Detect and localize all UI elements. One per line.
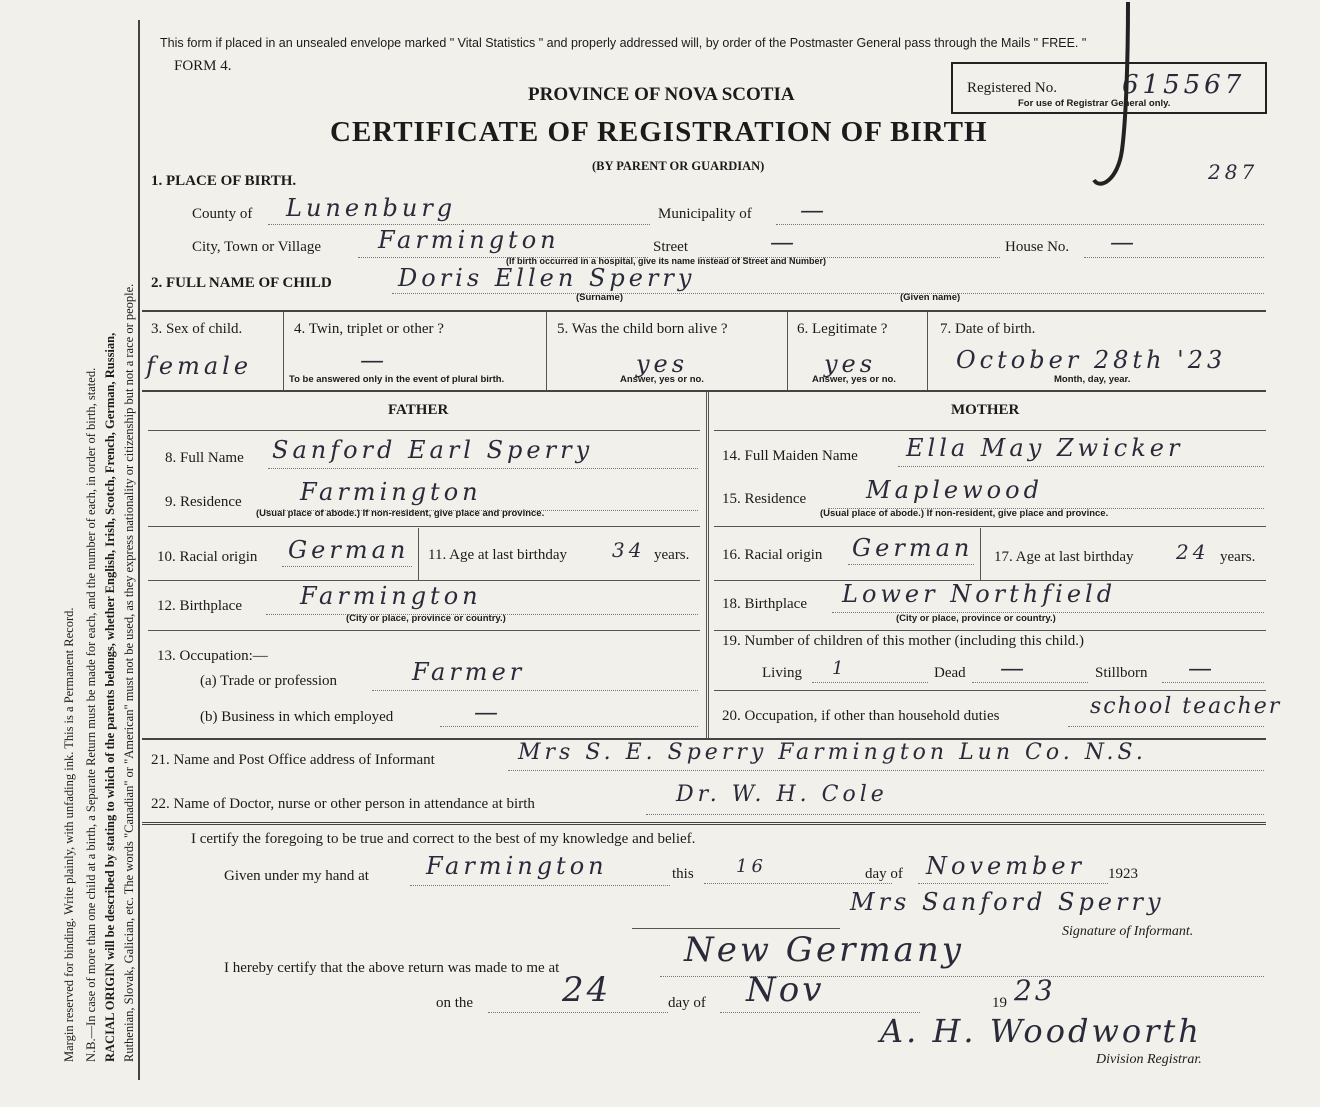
street-label: Street bbox=[653, 239, 688, 255]
page-subtitle: (BY PARENT OR GUARDIAN) bbox=[592, 159, 765, 173]
dead-label: Dead bbox=[934, 665, 966, 681]
sex-value: female bbox=[146, 352, 253, 380]
twin-value: — bbox=[360, 346, 388, 374]
hospital-note: (If birth occurred in a hospital, give its name instead of Street and Number) bbox=[506, 256, 827, 266]
registrar-day-value: 24 bbox=[562, 970, 612, 1010]
mother-birthplace-label: 18. Birthplace bbox=[722, 596, 807, 612]
margin-divider bbox=[138, 20, 140, 1080]
father-age-value: 34 bbox=[612, 538, 646, 562]
father-trade-value: Farmer bbox=[412, 658, 526, 686]
margin-nb-note: N.B.—In case of more than one child at a birth, a Separate Return must be made for each, and the number of each, in order of birth, stated. bbox=[84, 367, 98, 1062]
father-name-label: 8. Full Name bbox=[165, 450, 244, 466]
twin-note: To be answered only in the event of plural birth. bbox=[289, 374, 505, 385]
father-heading: FATHER bbox=[388, 402, 449, 418]
mother-heading: MOTHER bbox=[951, 402, 1020, 418]
stillborn-label: Stillborn bbox=[1095, 665, 1148, 681]
father-birthplace-note: (City or place, province or country.) bbox=[346, 613, 506, 624]
surname-note: (Surname) bbox=[576, 292, 623, 303]
margin-racial-note-cont: Ruthenian, Slovak, Galician, etc. The words "Canadian" or "American" must not be used, as they express nationality or citizenship but not a race or people. bbox=[122, 283, 136, 1062]
mother-age-years: years. bbox=[1220, 549, 1256, 565]
informant-signature-label: Signature of Informant. bbox=[1062, 924, 1194, 939]
dob-label: 7. Date of birth. bbox=[940, 321, 1036, 337]
province-heading: PROVINCE OF NOVA SCOTIA bbox=[528, 84, 795, 105]
registered-number: 615567 bbox=[1122, 70, 1246, 100]
house-number-value: — bbox=[1110, 228, 1138, 256]
registrar-year-suffix: 23 bbox=[1014, 974, 1056, 1007]
legitimate-note: Answer, yes or no. bbox=[812, 374, 896, 385]
certification-statement: I certify the foregoing to be true and correct to the best of my knowledge and belief. bbox=[191, 831, 696, 847]
legitimate-label: 6. Legitimate ? bbox=[797, 321, 888, 337]
page-title: CERTIFICATE OF REGISTRATION OF BIRTH bbox=[330, 116, 988, 148]
margin-racial-note: RACIAL ORIGIN will be described by stating to which of the parents belongs, whether English, Irish, Scotch, French, German, Russian, bbox=[103, 332, 117, 1062]
stillborn-value: — bbox=[1188, 654, 1216, 682]
father-business-label: (b) Business in which employed bbox=[200, 709, 394, 725]
twin-label: 4. Twin, triplet or other ? bbox=[294, 321, 444, 337]
registrar-day-of-label: day of bbox=[668, 995, 706, 1011]
place-of-birth-heading: 1. PLACE OF BIRTH. bbox=[151, 173, 297, 189]
house-number-label: House No. bbox=[1005, 239, 1070, 255]
county-value: Lunenburg bbox=[286, 194, 457, 222]
father-birthplace-label: 12. Birthplace bbox=[157, 598, 242, 614]
municipality-value: — bbox=[800, 196, 828, 224]
form-number: FORM 4. bbox=[174, 58, 232, 74]
father-age-label: 11. Age at last birthday bbox=[428, 547, 567, 563]
dead-value: — bbox=[1000, 654, 1028, 682]
sex-label: 3. Sex of child. bbox=[151, 321, 243, 337]
father-business-value: — bbox=[474, 698, 502, 726]
father-racial-value: German bbox=[288, 536, 410, 564]
mother-racial-label: 16. Racial origin bbox=[722, 547, 823, 563]
living-value: 1 bbox=[832, 658, 848, 679]
born-alive-value: yes bbox=[636, 350, 689, 378]
left-margin bbox=[0, 0, 140, 1107]
informant-signature: Mrs Sanford Sperry bbox=[850, 888, 1165, 916]
father-residence-value: Farmington bbox=[300, 478, 482, 506]
dob-value: October 28th '23 bbox=[956, 346, 1227, 374]
mother-name-label: 14. Full Maiden Name bbox=[722, 448, 858, 464]
postal-notice: This form if placed in an unsealed envelope marked " Vital Statistics " and properly addressed will, by order of the Postmaster General pass through the Mails " FREE. " bbox=[160, 36, 1087, 50]
child-name-label: 2. FULL NAME OF CHILD bbox=[151, 275, 332, 291]
mother-age-label: 17. Age at last birthday bbox=[994, 549, 1134, 565]
mother-birthplace-value: Lower Northfield bbox=[842, 580, 1117, 608]
father-residence-label: 9. Residence bbox=[165, 494, 242, 510]
registrar-note: For use of Registrar General only. bbox=[1018, 98, 1171, 109]
living-label: Living bbox=[762, 665, 802, 681]
father-occupation-label: 13. Occupation:— bbox=[157, 648, 268, 664]
given-name-note: (Given name) bbox=[900, 292, 961, 303]
given-place-value: Farmington bbox=[426, 852, 608, 880]
informant-value: Mrs S. E. Sperry Farmington Lun Co. N.S. bbox=[518, 740, 1147, 765]
mother-residence-note: (Usual place of abode.) If non-resident, give place and province. bbox=[820, 508, 1109, 519]
legitimate-value: yes bbox=[824, 350, 877, 378]
given-month-value: November bbox=[926, 852, 1086, 880]
municipality-label: Municipality of bbox=[658, 206, 752, 222]
registrar-signature-label: Division Registrar. bbox=[1096, 1052, 1202, 1067]
mother-occupation-value: school teacher bbox=[1090, 694, 1282, 719]
father-birthplace-value: Farmington bbox=[300, 582, 482, 610]
father-trade-label: (a) Trade or profession bbox=[200, 673, 338, 689]
registrar-year-prefix: 19 bbox=[992, 995, 1007, 1011]
registered-label: Registered No. bbox=[967, 80, 1057, 96]
doctor-value: Dr. W. H. Cole bbox=[676, 782, 888, 807]
city-label: City, Town or Village bbox=[192, 239, 322, 255]
county-label: County of bbox=[192, 206, 253, 222]
dob-note: Month, day, year. bbox=[1054, 374, 1131, 385]
child-name-value: Doris Ellen Sperry bbox=[398, 264, 696, 292]
street-value: — bbox=[770, 228, 798, 256]
mother-name-value: Ella May Zwicker bbox=[906, 434, 1184, 462]
informant-label: 21. Name and Post Office address of Informant bbox=[151, 752, 435, 768]
mother-occupation-label: 20. Occupation, if other than household duties bbox=[722, 708, 1000, 724]
mother-birthplace-note: (City or place, province or country.) bbox=[896, 613, 1056, 624]
mother-age-value: 24 bbox=[1176, 540, 1210, 564]
father-racial-label: 10. Racial origin bbox=[157, 549, 258, 565]
mother-racial-value: German bbox=[852, 534, 974, 562]
born-alive-note: Answer, yes or no. bbox=[620, 374, 704, 385]
registrar-on-the-label: on the bbox=[436, 995, 474, 1011]
registrar-month-value: Nov bbox=[746, 970, 825, 1010]
father-residence-note: (Usual place of abode.) If non-resident, give place and province. bbox=[256, 508, 545, 519]
given-day-value: 16 bbox=[736, 856, 767, 877]
mother-children-label: 19. Number of children of this mother (including this child.) bbox=[722, 633, 1085, 649]
born-alive-label: 5. Was the child born alive ? bbox=[557, 321, 728, 337]
city-value: Farmington bbox=[378, 226, 560, 254]
this-label: this bbox=[672, 866, 694, 882]
pen-stroke-mark bbox=[1080, 0, 1150, 200]
doctor-label: 22. Name of Doctor, nurse or other person in attendance at birth bbox=[151, 796, 535, 812]
mother-residence-value: Maplewood bbox=[866, 476, 1043, 504]
given-year-value: 1923 bbox=[1108, 866, 1138, 882]
father-name-value: Sanford Earl Sperry bbox=[272, 436, 594, 464]
given-under-label: Given under my hand at bbox=[224, 868, 369, 884]
registrar-place-value: New Germany bbox=[684, 930, 964, 970]
corner-mark: 287 bbox=[1208, 160, 1259, 184]
mother-residence-label: 15. Residence bbox=[722, 491, 807, 507]
given-day-of-label: day of bbox=[865, 866, 903, 882]
registrar-statement: I hereby certify that the above return was made to me at bbox=[224, 960, 560, 976]
father-age-years: years. bbox=[654, 547, 690, 563]
registrar-signature: A. H. Woodworth bbox=[880, 1012, 1202, 1050]
margin-binding-note: Margin reserved for binding. Write plainly, with unfading ink. This is a Permanent Record. bbox=[62, 607, 76, 1062]
